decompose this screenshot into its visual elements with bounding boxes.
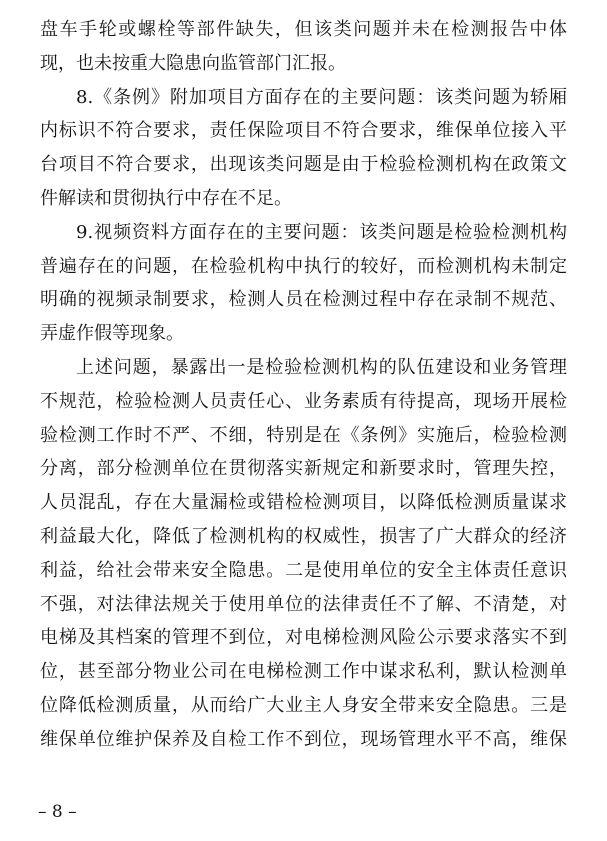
text-line: 位，甚至部分物业公司在电梯检测工作中谋求私利，默认检测单: [40, 661, 567, 683]
text-line: 不规范，检验检测人员责任心、业务素质有待提高，现场开展检: [40, 390, 567, 412]
text-line: 9.视频资料方面存在的主要问题：该类问题是检验检测机构: [76, 221, 567, 243]
page-number: – 8 –: [38, 802, 77, 822]
text-line: 分离，部分检测单位在贯彻落实新规定和新要求时，管理失控，: [40, 458, 567, 480]
text-line: 盘车手轮或螺栓等部件缺失，但该类问题并未在检测报告中体: [40, 19, 567, 40]
paragraph-continuation: [40, 13, 567, 81]
text-line: 明确的视频录制要求，检测人员在检测过程中存在录制不规范、: [40, 289, 567, 311]
text-line: 弄虚作假等现象。: [40, 323, 184, 345]
text-line: 不强，对法律法规关于使用单位的法律责任不了解、不清楚，对: [40, 593, 567, 615]
text-line: 验检测工作时不严、不细，特别是在《条例》实施后，检验检测: [40, 424, 567, 446]
text-line: 利益最大化，降低了检测机构的权威性，损害了广大群众的经济: [40, 525, 567, 547]
text-line: 位降低检测质量，从而给广大业主人身安全带来安全隐患。三是: [40, 694, 567, 716]
text-line: 维保单位维护保养及自检工作不到位，现场管理水平不高，维保: [40, 728, 567, 750]
paragraph-summary: [40, 351, 567, 757]
text-line: 内标识不符合要求，责任保险项目不符合要求，维保单位接入平: [40, 120, 567, 142]
text-line: 利益，给社会带来安全隐患。二是使用单位的安全主体责任意识: [40, 559, 567, 581]
paragraph-item-9: [40, 216, 567, 351]
text-line: 现，也未按重大隐患向监管部门汇报。: [40, 52, 346, 74]
text-line: 电梯及其档案的管理不到位，对电梯检测风险公示要求落实不到: [40, 627, 567, 649]
text-line: 人员混乱，存在大量漏检或错检检测项目，以降低检测质量谋求: [40, 492, 567, 514]
text-line: 8.《条例》附加项目方面存在的主要问题：该类问题为轿厢: [76, 86, 567, 108]
text-line: 普遍存在的问题，在检验机构中执行的较好，而检测机构未制定: [40, 255, 567, 277]
paragraph-item-8: [40, 81, 567, 216]
body-text: [40, 13, 567, 757]
text-line: 台项目不符合要求，出现该类问题是由于检验检测机构在政策文: [40, 154, 567, 176]
text-line: 件解读和贯彻执行中存在不足。: [40, 187, 292, 209]
text-line: 上述问题，暴露出一是检验检测机构的队伍建设和业务管理: [76, 356, 567, 378]
